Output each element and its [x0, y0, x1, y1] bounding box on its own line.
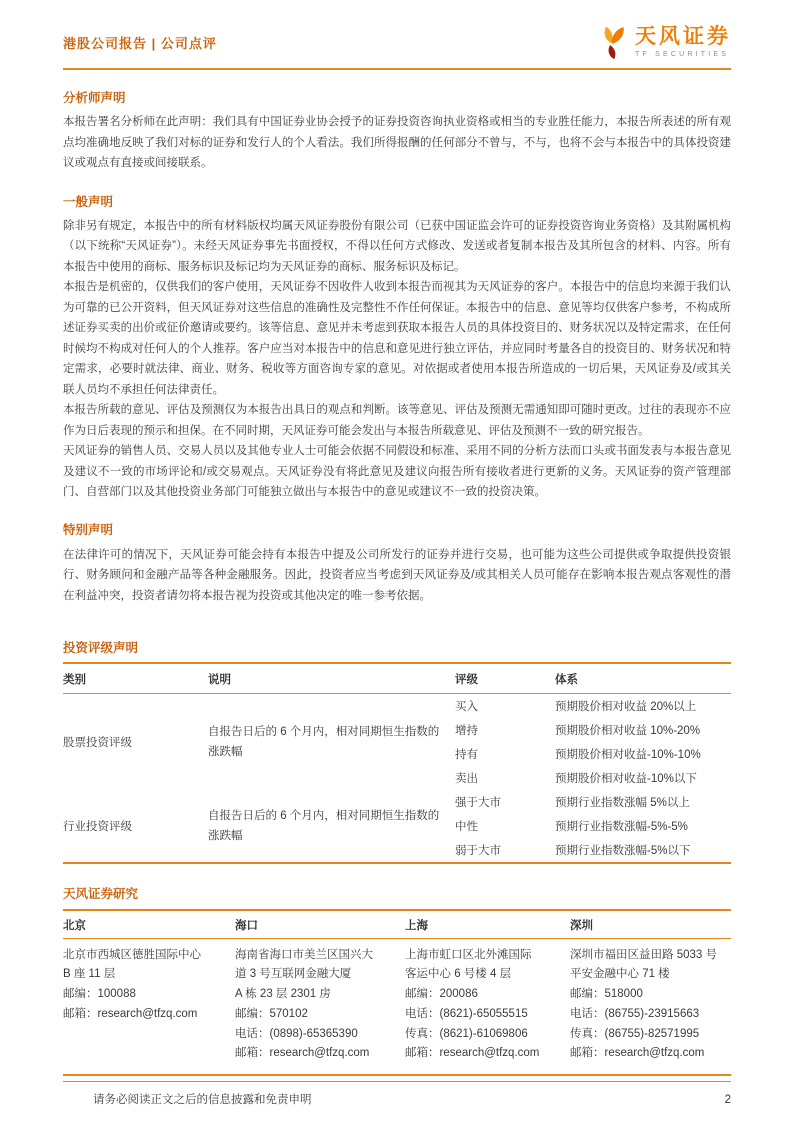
office-fax: 传真：(86755)-82571995 — [570, 1027, 700, 1040]
office-shenzhen-address — [570, 938, 731, 1075]
section-investment-rating — [63, 640, 731, 864]
office-address-line: 客运中心 6 号楼 4 层 — [405, 968, 512, 981]
office-address-line: 北京市西城区德胜国际中心 — [63, 948, 201, 961]
office-email: 邮箱：research@tfzq.com — [570, 1047, 705, 1060]
general-statement-heading: 一般声明 — [63, 194, 114, 209]
office-postcode: 邮编：570102 — [235, 1007, 308, 1020]
industry-rating-description: 自报告日后的 6 个月内，相对同期恒生指数的涨跌幅 — [208, 809, 440, 843]
footer-row — [63, 1082, 731, 1107]
table-row — [63, 790, 731, 814]
rating-system: 预期行业指数涨幅-5%-5% — [555, 821, 688, 834]
rating-system: 预期股价相对收益-10%以下 — [555, 773, 697, 786]
office-address-line: 道 3 号互联网金融大厦 — [235, 968, 352, 981]
office-phone: 电话：(86755)-23915663 — [570, 1007, 700, 1020]
rating-value: 增持 — [455, 725, 478, 738]
office-address-line: A 栋 23 层 2301 房 — [235, 988, 331, 1001]
section-special-statement — [63, 522, 731, 606]
report-type-label: 港股公司报告 | 公司点评 — [63, 35, 217, 51]
office-address-line: 深圳市福田区益田路 5033 号 — [570, 948, 717, 961]
rating-system: 预期股价相对收益 20%以上 — [555, 701, 697, 714]
office-email: 邮箱：research@tfzq.com — [405, 1047, 540, 1060]
office-postcode: 邮编：200086 — [405, 988, 478, 1001]
research-heading: 天风证券研究 — [63, 887, 139, 902]
table-row — [63, 938, 731, 1075]
logo-text — [635, 26, 731, 57]
office-haikou-address — [235, 938, 405, 1075]
office-email: 邮箱：research@tfzq.com — [235, 1047, 370, 1060]
paragraph: 天风证券的销售人员、交易人员以及其他专业人士可能会依据不同假设和标准、采用不同的分析方法而口头或书面发表与本报告意见及建议不一致的市场评论和/或交易观点。天风证券没有将此意见及建议向报告所有接收者进行更新的义务。天风证券的资产管理部门、自营部门以及其他投资业务部门可能独立做出与本报告中的意见或建议不一致的投资决策。 — [63, 445, 731, 498]
page-header — [63, 0, 731, 70]
industry-rating-category: 行业投资评级 — [63, 821, 132, 834]
paragraph: 本报告署名分析师在此声明：我们具有中国证券业协会授予的证券投资咨询执业资格或相当的专业胜任能力，本报告所表述的所有观点均准确地反映了我们对标的证券和发行人的个人看法。我们所得报酬的任何部分不曾与，不与，也将不会与本报告中的具体投资建议或观点有直接或间接联系。 — [63, 116, 731, 170]
section-general-statement — [63, 194, 731, 503]
office-address-line: 平安金融中心 71 楼 — [570, 968, 670, 981]
office-fax: 传真：(8621)-61069806 — [405, 1027, 528, 1040]
page-footer — [63, 1081, 731, 1107]
office-phone: 电话：(8621)-65055515 — [405, 1007, 528, 1020]
paragraph: 本报告是机密的，仅供我们的客户使用，天风证券不因收件人收到本报告而视其为天风证券的客户。本报告中的信息均来源于我们认为可靠的已公开资料，但天风证券对这些信息的准确性及完整性不作任何保证。本报告中的信息、意见等均仅供客户参考，不构成所述证券买卖的出价或征价邀请或要约。该等信息、意见并未考虑到获取本报告人员的具体投资目的、财务状况以及特定需求，在任何时候均不构成对任何人的个人推荐。客户应当对本报告中的信息和意见进行独立评估，并应同时考量各自的投资目的、财务状况和特定需求，必要时就法律、商业、财务、税收等方面咨询专家的意见。对依据或者使用本报告所造成的一切后果，天风证券及/或其关联人员均不承担任何法律责任。 — [63, 281, 731, 396]
stock-rating-description: 自报告日后的 6 个月内，相对同期恒生指数的涨跌幅 — [208, 725, 440, 759]
rating-col-category: 类别 — [63, 663, 208, 694]
page-number: 2 — [724, 1094, 731, 1106]
rating-col-description: 说明 — [208, 663, 455, 694]
office-city-shanghai: 上海 — [405, 910, 570, 939]
office-postcode: 邮编：518000 — [570, 988, 643, 1001]
rating-value: 持有 — [455, 749, 478, 762]
office-postcode: 邮编：100088 — [63, 988, 136, 1001]
office-table — [63, 909, 731, 1077]
tf-securities-logo — [593, 24, 731, 60]
logo-subtitle: TF SECURITIES — [635, 50, 730, 58]
office-city-haikou: 海口 — [235, 910, 405, 939]
rating-heading: 投资评级声明 — [63, 641, 139, 656]
special-statement-heading: 特别声明 — [63, 523, 114, 538]
office-address-line: 上海市虹口区北外滩国际 — [405, 948, 532, 961]
rating-system: 预期股价相对收益-10%-10% — [555, 749, 701, 762]
office-address-line: B 座 11 层 — [63, 968, 116, 981]
office-shanghai-address — [405, 938, 570, 1075]
section-analyst-statement — [63, 90, 731, 174]
paragraph: 在法律许可的情况下，天风证券可能会持有本报告中提及公司所发行的证券并进行交易，也可能为这些公司提供或争取提供投资银行、财务顾问和金融产品等各种金融服务。因此，投资者应当考虑到天风证券及/或其相关人员可能存在影响本报告观点客观性的潜在利益冲突，投资者请勿将本报告视为投资或其他决定的唯一参考依据。 — [63, 548, 731, 602]
office-phone: 电话：(0898)-65365390 — [235, 1027, 358, 1040]
paragraph: 本报告所载的意见、评估及预测仅为本报告出具日的观点和判断。该等意见、评估及预测无需通知即可随时更改。过往的表现亦不应作为日后表现的预示和担保。在不同时期，天风证券可能会发出与本报告所载意见、评估及预测不一致的研究报告。 — [63, 404, 731, 437]
analyst-statement-heading: 分析师声明 — [63, 91, 126, 105]
office-address-line: 海南省海口市美兰区国兴大 — [235, 948, 373, 961]
rating-system: 预期行业指数涨幅 5%以上 — [555, 797, 690, 810]
rating-system: 预期行业指数涨幅-5%以下 — [555, 845, 691, 858]
footer-disclaimer: 请务必阅读正文之后的信息披露和免责申明 — [93, 1094, 312, 1106]
section-research-offices — [63, 886, 731, 1076]
office-city-beijing: 北京 — [63, 910, 235, 939]
rating-system: 预期股价相对收益 10%-20% — [555, 725, 701, 738]
rating-value: 强于大市 — [455, 797, 501, 810]
tf-flame-logo-icon — [593, 24, 629, 60]
rating-value: 弱于大市 — [455, 845, 501, 858]
rating-col-rating: 评级 — [455, 663, 555, 694]
paragraph: 除非另有规定，本报告中的所有材料版权均属天风证券股份有限公司（已获中国证监会许可的证券投资咨询业务资格）及其附属机构（以下统称“天风证券”）。未经天风证券事先书面授权，不得以任何方式修改、发送或者复制本报告及其所包含的材料、内容。所有本报告中使用的商标、服务标识及标记均为天风证券的商标、服务标识及标记。 — [63, 219, 731, 273]
rating-table — [63, 662, 731, 864]
office-table-header-row — [63, 910, 731, 939]
rating-table-header-row — [63, 663, 731, 694]
stock-rating-category: 股票投资评级 — [63, 737, 132, 750]
rating-value: 中性 — [455, 821, 478, 834]
rating-value: 卖出 — [455, 773, 478, 786]
rating-value: 买入 — [455, 701, 478, 714]
rating-col-system: 体系 — [555, 663, 731, 694]
office-beijing-address — [63, 938, 235, 1075]
table-row — [63, 694, 731, 719]
logo-brand-text: 天风证券 — [635, 25, 731, 49]
office-city-shenzhen: 深圳 — [570, 910, 731, 939]
office-email: 邮箱：research@tfzq.com — [63, 1007, 198, 1020]
